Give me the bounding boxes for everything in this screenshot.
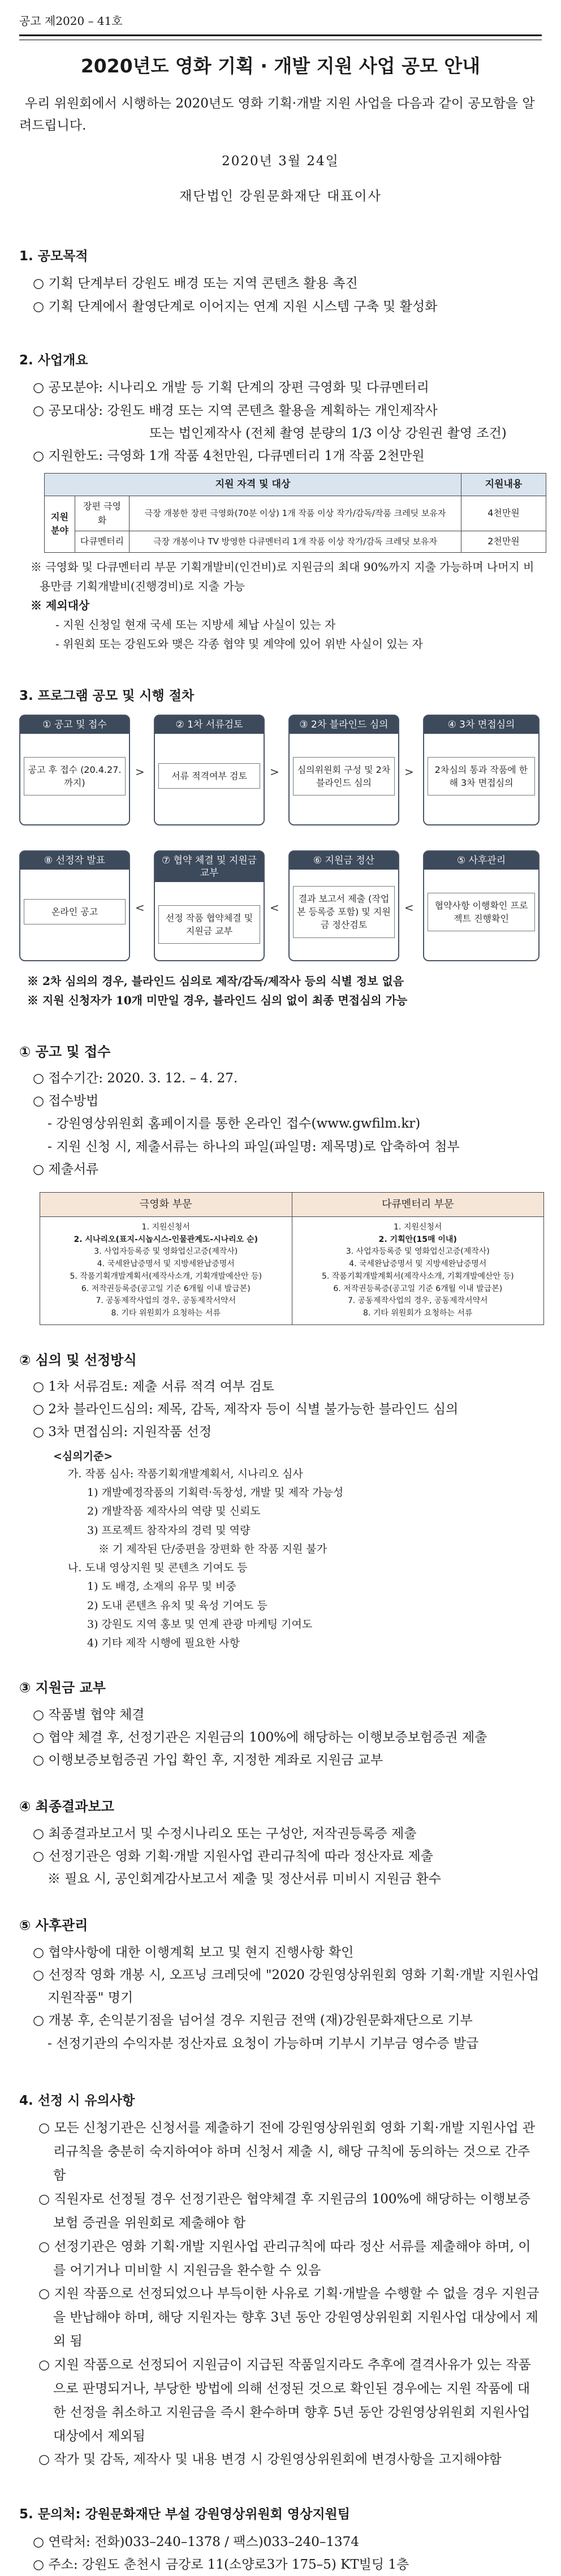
contact-phone: ○ 연락처: 전화)033–240–1378 / 팩스)033–240–1374 [33, 2534, 359, 2549]
stage-aftercare [423, 850, 540, 961]
stage-agreement [154, 850, 265, 961]
support-table-qual: 극장 개봉한 장편 극영화(70분 이상) 1개 작품 이상 작가/감독/작품 크레딧 보유자 [130, 496, 461, 531]
support-table-head-qual: 지원 자격 및 대상 [45, 474, 461, 496]
criteria-item: 나. 도내 영상지원 및 콘텐츠 기여도 등 [68, 1562, 248, 1575]
stage-body: 온라인 공고 [24, 899, 126, 924]
grant-title: ③ 지원금 교부 [19, 1680, 106, 1696]
doc-item: 2. 기획안(15매 이내) [378, 1235, 457, 1244]
support-table [44, 473, 546, 553]
caution-item: ○ 직원자로 선정될 경우 선정기관은 협약체결 후 지원금의 100%에 해당하는 이행보증보험 증권을 위원회로 제출해야 함 [38, 2192, 530, 2230]
criteria-list [19, 1465, 542, 1653]
criteria-item: 1) 개발예정작품의 기획력·독창성, 개발 및 제작 가능성 [87, 1486, 344, 1499]
review-title: ② 심의 및 선정방식 [19, 1352, 137, 1368]
intro-text: 우리 위원회에서 시행하는 2020년도 영화 기획·개발 지원 사업을 다음과 같이 공모함을 알려드립니다. [19, 96, 535, 134]
process-flow-diagram [19, 715, 542, 968]
overview-target-cont: 또는 법인제작사 (전체 촬영 분량의 1/3 이상 강원권 촬영 조건) [149, 425, 507, 441]
stage-body: 서류 적격여부 검토 [158, 763, 260, 789]
stage-announcement-result [19, 850, 130, 961]
aftercare-item: - 선정기관의 수익자분 정산자료 요청이 가능하며 기부시 기부금 영수증 발급 [48, 2036, 479, 2051]
arrow-left-icon: < [270, 900, 279, 914]
application-period: ○ 접수기간: 2020. 3. 12. – 4. 27. [33, 1070, 238, 1086]
doc-item: 2. 시나리오(표지-시놉시스-인물관계도-시나리오 순) [74, 1235, 258, 1244]
stage-announce [19, 715, 130, 825]
doc-item: 3. 사업자등록증 및 영화업신고증(제작사) [94, 1247, 238, 1257]
header-rule-thick [19, 35, 542, 36]
caution-list [19, 2117, 542, 2472]
stage-body: 공고 후 접수 (20.4.27.까지) [24, 757, 126, 795]
support-table-qual: 극장 개봉이나 TV 방영한 다큐멘터리 1개 작품 이상 작가/감독 크레딧 보유자 [130, 531, 461, 553]
doc-item: 1. 지원신청서 [394, 1223, 442, 1232]
stage-head: ④ 3차 면접심의 [424, 716, 538, 734]
section-overview-title: 2. 사업개요 [19, 352, 88, 368]
section-caution-title: 4. 선정 시 유의사항 [19, 2093, 135, 2108]
aftercare-item: ○ 개봉 후, 손익분기점을 넘어설 경우 지원금 전액 (재)강원문화재단으로 기부 [33, 2013, 473, 2028]
section-purpose-title: 1. 공모목적 [19, 248, 88, 264]
stage-head: ① 공고 및 접수 [20, 716, 129, 734]
aftercare-item: ○ 협약사항에 대한 이행계획 보고 및 현지 진행사항 확인 [33, 1945, 354, 1960]
grant-item: ○ 협약 체결 후, 선정기관은 지원금의 100%에 해당하는 이행보증보험증권 제출 [33, 1730, 487, 1745]
application-method-file: - 지원 신청 시, 제출서류는 하나의 파일(파일명: 제목명)로 압축하여 첨부 [48, 1139, 460, 1154]
criteria-title: <심의기준> [53, 1450, 113, 1463]
stage-head: ② 1차 서류검토 [155, 716, 264, 734]
criteria-item: ※ 기 제작된 단/중편을 장편화 한 작품 지원 불가 [98, 1542, 327, 1555]
application-method-online[interactable]: - 강원영상위원회 홈페이지를 통한 온라인 접수(www.gwfilm.kr) [48, 1116, 421, 1132]
stage-document-review [154, 715, 265, 825]
docs-head-feature: 극영화 부문 [40, 1193, 292, 1217]
arrow-left-icon: < [135, 900, 145, 914]
doc-item: 8. 기타 위원회가 요청하는 서류 [111, 1308, 221, 1318]
doc-item: 8. 기타 위원회가 요청하는 서류 [363, 1308, 473, 1318]
required-docs-table [40, 1192, 544, 1324]
support-table-head-content: 지원내용 [461, 474, 546, 496]
caution-item: ○ 모든 신청기관은 신청서를 제출하기 전에 강원영상위원회 영화 기획·개발 지원사업 관리규칙을 충분히 숙지하여야 하며 신청서 제출 시, 해당 규칙에 동의하는 것으로 간주함 [38, 2121, 536, 2183]
review-step: ○ 1차 서류검토: 제출 서류 적격 여부 검토 [33, 1379, 274, 1394]
support-table-kind: 다큐멘터리 [75, 531, 130, 553]
doc-item: 5. 작품기획개발계획서(제작사소개, 기획개발예산안 등) [70, 1271, 262, 1281]
doc-item: 6. 저작권등록증(공고일 기준 6개월 이내 발급본) [333, 1284, 503, 1293]
support-table-amount: 4천만원 [461, 496, 546, 531]
process-note: ※ 2차 심의의 경우, 블라인드 심의로 제작/감독/제작사 등의 식별 정보 없음 [27, 974, 404, 988]
criteria-item: 2) 개발작품 제작사의 역량 및 신뢰도 [87, 1505, 261, 1518]
notice-issuer: 재단법인 강원문화재단 대표이사 [179, 188, 382, 204]
settlement-item: ○ 선정기관은 영화 기획·개발 지원사업 관리규칙에 따라 정산자료 제출 [33, 1848, 433, 1864]
stage-blind-review [288, 715, 399, 825]
review-step: ○ 3차 면접심의: 지원작품 선정 [33, 1425, 212, 1440]
caution-item: ○ 지원 작품으로 선정되어 지원금이 지급된 작품일지라도 추후에 결격사유가 있는 작품으로 판명되거나, 부당한 방법에 의해 선정된 것으로 확인된 경우에는 지원 작품에 대한 선정을 취소하고 지원금을 즉시 환수하며 향후 5년 동안 강원영상위원회 지원사업 대상에서 제외됨 [38, 2358, 531, 2444]
notice-number: 공고 제2020 – 41호 [19, 14, 123, 28]
overview-scale: ○ 지원한도: 극영화 1개 작품 4천만원, 다큐멘터리 1개 작품 2천만원 [33, 449, 425, 464]
caution-item: ○ 선정기관은 영화 기획·개발 지원사업 관리규칙에 따라 정산 서류를 제출해야 하며, 이를 어기거나 미비할 시 지원금을 환수할 수 있음 [38, 2239, 531, 2278]
doc-item: 3. 사업자등록증 및 영화업신고증(제작사) [346, 1247, 490, 1257]
application-docs-title: ○ 제출서류 [33, 1162, 99, 1177]
criteria-item: 4) 기타 제작 시행에 필요한 사항 [87, 1637, 240, 1650]
stage-head: ⑤ 사후관리 [424, 852, 538, 870]
settlement-title: ④ 최종결과보고 [19, 1799, 114, 1815]
exclusion-item: - 위원회 또는 강원도와 맺은 각종 협약 및 계약에 있어 위반 사실이 있는 자 [55, 637, 423, 651]
stage-body: 2차심의 통과 작품에 한해 3차 면접심의 [428, 757, 535, 795]
criteria-item: 2) 도내 콘텐츠 유치 및 육성 기여도 등 [87, 1599, 267, 1612]
arrow-right-icon: > [404, 764, 414, 779]
docs-documentary-list [292, 1217, 544, 1325]
exclusion-item: - 지원 신청일 현재 국세 또는 지방세 체납 사실이 있는 자 [55, 618, 336, 632]
overview-target: ○ 공모대상: 강원도 배경 또는 지역 콘텐츠 활용을 계획하는 개인제작사 [33, 403, 438, 418]
settlement-note: ※ 필요 시, 공인회계감사보고서 제출 및 정산서류 미비시 지원금 환수 [48, 1872, 441, 1887]
grant-item: ○ 이행보증보험증권 가입 확인 후, 지정한 계좌로 지원금 교부 [33, 1753, 383, 1768]
purpose-item: ○ 기획 단계에서 촬영단계로 이어지는 연계 지원 시스템 구축 및 활성화 [33, 299, 438, 314]
doc-item: 7. 공동제작사업의 경우, 공동제작서약서 [347, 1296, 488, 1306]
exclusion-title: ※ 제외대상 [31, 599, 90, 613]
process-note: ※ 지원 신청자가 10개 미만일 경우, 블라인드 심의 없이 최종 면접심의 가능 [27, 993, 408, 1007]
section-contact-title: 5. 문의처: 강원문화재단 부설 강원영상위원회 영상지원팀 [19, 2507, 350, 2522]
overview-field: ○ 공모분야: 시나리오 개발 등 기획 단계의 장편 극영화 및 다큐멘터리 [33, 380, 429, 395]
stage-head: ⑦ 협약 체결 및 지원금 교부 [155, 852, 264, 882]
settlement-item: ○ 최종결과보고서 및 수정시나리오 또는 구성안, 저작권등록증 제출 [33, 1826, 417, 1841]
review-step: ○ 2차 블라인드심의: 제목, 감독, 제작자 등이 식별 불가능한 블라인드 심의 [33, 1402, 459, 1417]
purpose-item: ○ 기획 단계부터 강원도 배경 또는 지역 콘텐츠 활용 촉진 [33, 276, 358, 291]
overview-note: ※ 극영화 및 다큐멘터리 부문 기획개발비(인건비)로 지원금의 최대 90%까지 지출 가능하며 나머지 비용만큼 기획개발비(진행경비)로 지출 가능 [31, 560, 534, 594]
caution-item: ○ 작가 및 감독, 제작사 및 내용 변경 시 강원영상위원회에 변경사항을 고지해야함 [38, 2452, 502, 2467]
doc-item: 1. 지원신청서 [141, 1223, 190, 1232]
application-title: ① 공고 및 접수 [19, 1043, 111, 1060]
support-table-group: 지원 분야 [45, 496, 75, 552]
stage-head: ⑥ 지원금 정산 [290, 852, 398, 870]
doc-item: 4. 국세완납증명서 및 지방세완납증명서 [97, 1259, 235, 1269]
section-process-title: 3. 프로그램 공모 및 시행 절차 [19, 689, 195, 704]
doc-item: 6. 저작권등록증(공고일 기준 6개월 이내 발급본) [81, 1284, 251, 1293]
stage-head: ③ 2차 블라인드 심의 [290, 716, 398, 734]
stage-interview [423, 715, 540, 825]
stage-body: 선정 작품 협약체결 및 지원금 교부 [158, 905, 260, 944]
aftercare-title: ⑤ 사후관리 [19, 1917, 88, 1934]
arrow-left-icon: < [404, 900, 414, 914]
notice-date: 2020년 3월 24일 [222, 154, 339, 169]
doc-item: 7. 공동제작사업의 경우, 공동제작서약서 [96, 1296, 236, 1306]
criteria-item: 3) 강원도 지역 홍보 및 연계 관광 마케팅 기여도 [87, 1618, 313, 1631]
docs-feature-list [40, 1217, 292, 1325]
doc-item: 5. 작품기획개발계획서(제작사소개, 기획개발예산안 등) [321, 1271, 514, 1281]
doc-item: 4. 국세완납증명서 및 지방세완납증명서 [349, 1259, 487, 1269]
support-table-amount: 2천만원 [461, 531, 546, 553]
docs-head-documentary: 다큐멘터리 부문 [292, 1193, 544, 1217]
stage-body: 협약사항 이행확인 프로젝트 진행확인 [428, 893, 535, 931]
stage-body: 결과 보고서 제출 (작업본 등록증 포함) 및 지원금 정산검토 [293, 886, 395, 938]
application-method-title: ○ 접수방법 [33, 1094, 99, 1109]
criteria-item: 1) 도 배경, 소재의 유무 및 비중 [87, 1580, 236, 1593]
criteria-item: 3) 프로젝트 참작자의 경력 및 역량 [87, 1524, 251, 1537]
stage-settlement [288, 850, 399, 961]
arrow-right-icon: > [270, 764, 279, 779]
stage-body: 심의위원회 구성 및 2차 블라인드 심의 [293, 757, 395, 795]
grant-item: ○ 작품별 협약 체결 [33, 1707, 145, 1722]
caution-item: ○ 지원 작품으로 선정되었으나 부득이한 사유로 기획·개발을 수행할 수 없을 경우 지원금을 반납해야 하며, 해당 지원자는 향후 3년 동안 강원영상위원회 지원사업 대상에서 제외 됨 [38, 2286, 540, 2349]
aftercare-item: ○ 선정작 영화 개봉 시, 오프닝 크레딧에 "2020 강원영상위원회 영화 기획·개발 지원사업 지원작품" 명기 [33, 1967, 540, 2006]
contact-address: ○ 주소: 강원도 춘천시 금강로 11(소양로3가 175–5) KT빌딩 1층 [33, 2557, 409, 2573]
page-title: 2020년도 영화 기획 · 개발 지원 사업 공모 안내 [80, 55, 481, 77]
criteria-item: 가. 작품 심사: 작품기획개발계획서, 시나리오 심사 [68, 1467, 303, 1480]
support-table-kind: 장편 극영화 [75, 496, 130, 531]
arrow-right-icon: > [135, 764, 145, 779]
stage-head: ⑧ 선정작 발표 [20, 852, 129, 870]
